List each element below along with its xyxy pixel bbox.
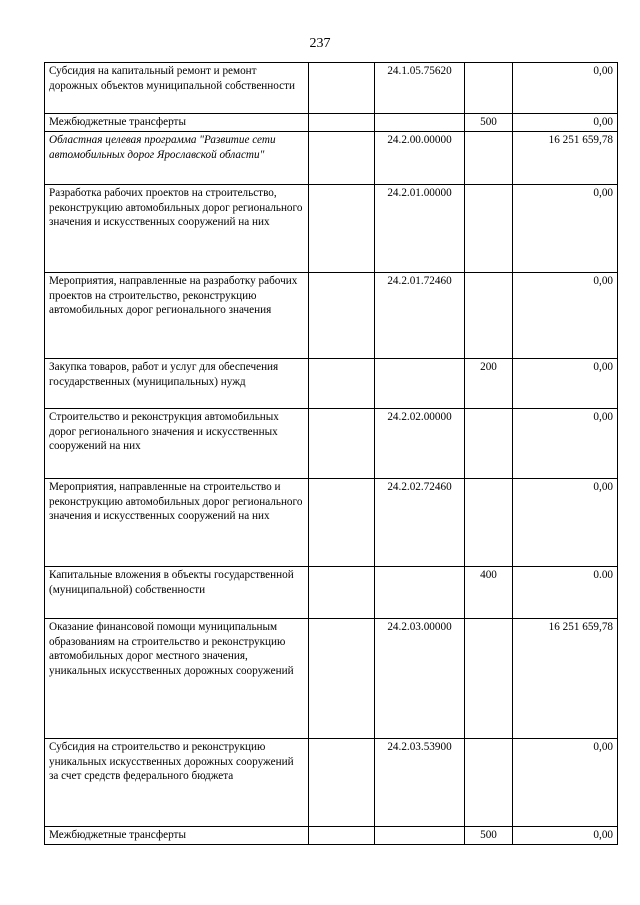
table-row	[45, 479, 618, 567]
row-amount-cell: 0,00	[513, 739, 618, 827]
budget-table-body	[45, 63, 618, 845]
row-empty-cell	[309, 359, 375, 409]
row-expense-type-cell	[465, 479, 513, 567]
row-empty-cell	[309, 739, 375, 827]
row-empty-cell	[309, 479, 375, 567]
table-row	[45, 827, 618, 845]
row-code-cell: 24.2.02.00000	[375, 409, 465, 479]
row-code-cell: 24.1.05.75620	[375, 63, 465, 114]
table-row	[45, 63, 618, 114]
table-row	[45, 114, 618, 132]
row-expense-type-cell	[465, 409, 513, 479]
row-code-cell: 24.2.03.53900	[375, 739, 465, 827]
table-row	[45, 619, 618, 739]
row-expense-type-cell	[465, 273, 513, 359]
row-expense-type-cell	[465, 739, 513, 827]
row-code-cell	[375, 359, 465, 409]
budget-table	[44, 62, 618, 845]
row-code-cell: 24.2.01.72460	[375, 273, 465, 359]
row-amount-cell: 0,00	[513, 479, 618, 567]
row-expense-type-cell	[465, 185, 513, 273]
row-amount-cell: 16 251 659,78	[513, 132, 618, 185]
row-empty-cell	[309, 132, 375, 185]
row-expense-type-cell: 500	[465, 114, 513, 132]
row-name-cell: Закупка товаров, работ и услуг для обеспечения государственных (муниципальных) нужд	[45, 359, 309, 409]
row-name-cell: Оказание финансовой помощи муниципальным образованиям на строительство и реконструкцию автомобильных дорог местного значения, уникальных искусственных дорожных сооружений	[45, 619, 309, 739]
row-name-cell: Межбюджетные трансферты	[45, 114, 309, 132]
row-amount-cell: 0,00	[513, 827, 618, 845]
row-expense-type-cell: 200	[465, 359, 513, 409]
row-empty-cell	[309, 409, 375, 479]
row-code-cell: 24.2.01.00000	[375, 185, 465, 273]
table-row	[45, 739, 618, 827]
row-name-cell: Капитальные вложения в объекты государственной (муниципальной) собственности	[45, 567, 309, 619]
row-name-cell: Областная целевая программа "Развитие сети автомобильных дорог Ярославской области"	[45, 132, 309, 185]
row-code-cell	[375, 567, 465, 619]
row-name-cell: Субсидия на строительство и реконструкцию уникальных искусственных дорожных сооружений за счет средств федерального бюджета	[45, 739, 309, 827]
row-code-cell: 24.2.03.00000	[375, 619, 465, 739]
row-empty-cell	[309, 827, 375, 845]
row-name-cell: Мероприятия, направленные на разработку рабочих проектов на строительство, реконструкцию автомобильных дорог регионального значения	[45, 273, 309, 359]
row-empty-cell	[309, 567, 375, 619]
row-amount-cell: 0,00	[513, 63, 618, 114]
row-amount-cell: 0,00	[513, 114, 618, 132]
row-amount-cell: 0.00	[513, 567, 618, 619]
row-name-cell: Межбюджетные трансферты	[45, 827, 309, 845]
page-number: 237	[309, 36, 331, 51]
row-name-cell: Мероприятия, направленные на строительство и реконструкцию автомобильных дорог регионального значения и искусственных сооружений на них	[45, 479, 309, 567]
row-expense-type-cell: 400	[465, 567, 513, 619]
row-name-cell: Разработка рабочих проектов на строительство, реконструкцию автомобильных дорог регионального значения и искусственных сооружений на них	[45, 185, 309, 273]
row-empty-cell	[309, 63, 375, 114]
row-empty-cell	[309, 185, 375, 273]
row-empty-cell	[309, 619, 375, 739]
row-name-cell: Строительство и реконструкция автомобильных дорог регионального значения и искусственных сооружений на них	[45, 409, 309, 479]
row-code-cell	[375, 827, 465, 845]
table-row	[45, 409, 618, 479]
row-empty-cell	[309, 114, 375, 132]
table-row	[45, 359, 618, 409]
row-expense-type-cell: 500	[465, 827, 513, 845]
table-row	[45, 185, 618, 273]
row-expense-type-cell	[465, 63, 513, 114]
row-code-cell: 24.2.00.00000	[375, 132, 465, 185]
row-code-cell	[375, 114, 465, 132]
row-amount-cell: 0,00	[513, 359, 618, 409]
row-amount-cell: 0,00	[513, 273, 618, 359]
table-row	[45, 273, 618, 359]
row-code-cell: 24.2.02.72460	[375, 479, 465, 567]
row-amount-cell: 0,00	[513, 409, 618, 479]
table-row	[45, 567, 618, 619]
row-name-cell: Субсидия на капитальный ремонт и ремонт дорожных объектов муниципальной собственности	[45, 63, 309, 114]
row-expense-type-cell	[465, 619, 513, 739]
row-empty-cell	[309, 273, 375, 359]
row-amount-cell: 0,00	[513, 185, 618, 273]
row-expense-type-cell	[465, 132, 513, 185]
table-row	[45, 132, 618, 185]
row-amount-cell: 16 251 659,78	[513, 619, 618, 739]
